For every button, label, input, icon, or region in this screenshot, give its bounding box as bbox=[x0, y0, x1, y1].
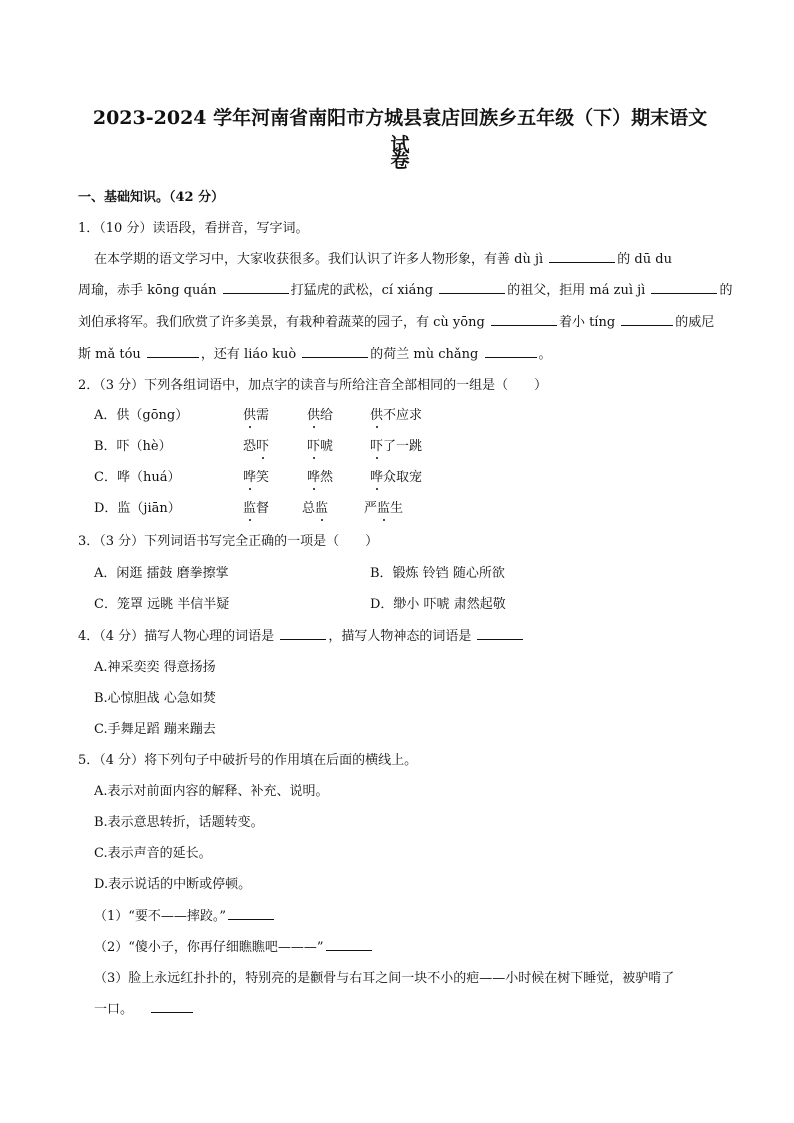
char: 不应求 bbox=[383, 408, 423, 423]
q4-option-a: A.神采奕奕 得意扬扬 bbox=[94, 660, 216, 675]
answer-blank[interactable] bbox=[491, 313, 557, 326]
q2-option-d-word3 bbox=[364, 497, 403, 516]
answer-blank[interactable] bbox=[651, 281, 717, 294]
answer-blank[interactable] bbox=[326, 938, 372, 951]
text: 的威尼 bbox=[675, 315, 715, 330]
dotted-char: 哗 bbox=[370, 470, 384, 485]
q2-option-d-word1 bbox=[243, 497, 269, 516]
char: 生 bbox=[390, 501, 404, 516]
q1-paragraph-line2 bbox=[78, 279, 732, 298]
text: 的 dū du bbox=[617, 252, 672, 267]
char: 需 bbox=[256, 408, 270, 423]
q4-heading bbox=[78, 625, 525, 644]
q5-option-b: B.表示意思转折，话题转变。 bbox=[94, 815, 264, 830]
char: 了一跳 bbox=[383, 439, 423, 454]
q5-sentence-1 bbox=[94, 905, 276, 924]
page-title-line1: 2023-2024 学年河南省南阳市方城县袁店回族乡五年级（下）期末语文试 bbox=[92, 107, 708, 156]
text: 斯 mǎ tóu bbox=[78, 347, 141, 362]
dotted-char: 供 bbox=[370, 408, 384, 423]
answer-blank[interactable] bbox=[549, 250, 615, 263]
q5-heading: 5．（4 分）将下列句子中破折号的作用填在后面的横线上。 bbox=[78, 753, 418, 768]
text: （2）“傻小子，你再仔细瞧瞧吧———” bbox=[94, 940, 324, 955]
q2-option-a-word3 bbox=[370, 404, 422, 423]
q5-sentence-3-line2 bbox=[94, 998, 195, 1017]
dotted-char: 监 bbox=[315, 501, 329, 516]
q2-option-d-label: D．监（jiān） bbox=[94, 501, 181, 516]
answer-blank[interactable] bbox=[485, 345, 537, 358]
q3-option-a: A．闲逛 擂鼓 磨拳擦掌 bbox=[94, 566, 229, 581]
text: 打猛虎的武松，cí xiáng bbox=[290, 283, 434, 298]
text: 刘伯承将军。我们欣赏了许多美景，有栽种着蔬菜的园子，有 cù yōng bbox=[78, 315, 485, 330]
char: 督 bbox=[256, 501, 270, 516]
q5-option-a: A.表示对前面内容的解释、补充、说明。 bbox=[94, 784, 329, 799]
text: 一口。 bbox=[94, 1002, 134, 1017]
text: 的 bbox=[719, 283, 733, 298]
text: 。 bbox=[538, 347, 552, 362]
answer-blank[interactable] bbox=[280, 627, 326, 640]
text: 的荷兰 mù chǎng bbox=[370, 347, 479, 362]
dotted-char: 吓 bbox=[370, 439, 384, 454]
answer-blank[interactable] bbox=[151, 1000, 193, 1013]
text: 周瑜，赤手 kōng quán bbox=[78, 283, 217, 298]
q2-option-c-word3 bbox=[370, 466, 422, 485]
dotted-char: 监 bbox=[243, 501, 257, 516]
q2-option-b-label: B．吓（hè） bbox=[94, 439, 172, 454]
q2-option-b-word2 bbox=[307, 435, 333, 454]
q2-option-c-word1 bbox=[243, 466, 269, 485]
q2-option-c-label: C．哗（huá） bbox=[94, 470, 181, 485]
q2-option-d-word2 bbox=[302, 497, 328, 516]
section-heading: 一、基础知识。（42 分） bbox=[78, 190, 225, 205]
answer-blank[interactable] bbox=[147, 345, 199, 358]
dotted-char: 监 bbox=[377, 501, 391, 516]
char: 唬 bbox=[320, 439, 334, 454]
page-title-line2: 卷 bbox=[390, 150, 410, 172]
dotted-char: 哗 bbox=[243, 470, 257, 485]
answer-blank[interactable] bbox=[223, 281, 289, 294]
dotted-char: 供 bbox=[243, 408, 257, 423]
q1-heading: 1．（10 分）读语段，看拼音，写字词。 bbox=[78, 221, 309, 236]
text: ，还有 liáo kuò bbox=[200, 347, 297, 362]
char: 然 bbox=[320, 470, 334, 485]
q1-paragraph-line1 bbox=[94, 248, 672, 267]
answer-blank[interactable] bbox=[621, 313, 673, 326]
q3-option-c: C．笼罩 远眺 半信半疑 bbox=[94, 597, 230, 612]
q2-option-b-word3 bbox=[370, 435, 422, 454]
q2-option-a-word1 bbox=[243, 404, 269, 423]
char: 严 bbox=[364, 501, 378, 516]
text: 着小 tíng bbox=[558, 315, 616, 330]
answer-blank[interactable] bbox=[302, 345, 368, 358]
char: 众取宠 bbox=[383, 470, 423, 485]
q3-heading: 3．（3 分）下列词语书写完全正确的一项是（ ） bbox=[78, 534, 379, 549]
text: ，描写人物神态的词语是 bbox=[328, 629, 472, 644]
q2-option-a-label: A．供（gōng） bbox=[94, 408, 189, 423]
q5-sentence-2 bbox=[94, 936, 374, 955]
dotted-char: 哗 bbox=[307, 470, 321, 485]
q2-heading: 2．（3 分）下列各组词语中，加点字的读音与所给注音全部相同的一组是（ ） bbox=[78, 378, 548, 393]
answer-blank[interactable] bbox=[439, 281, 505, 294]
text: 4．（4 分）描写人物心理的词语是 bbox=[78, 629, 275, 644]
char: 恐 bbox=[243, 439, 257, 454]
q2-option-c-word2 bbox=[307, 466, 333, 485]
answer-blank[interactable] bbox=[228, 907, 274, 920]
q1-paragraph-line3 bbox=[78, 311, 714, 330]
q1-paragraph-line4 bbox=[78, 343, 552, 362]
q2-option-a-word2 bbox=[307, 404, 333, 423]
q5-option-c: C.表示声音的延长。 bbox=[94, 846, 212, 861]
dotted-char: 吓 bbox=[256, 439, 270, 454]
char: 给 bbox=[320, 408, 334, 423]
char: 总 bbox=[302, 501, 316, 516]
dotted-char: 吓 bbox=[307, 439, 321, 454]
dotted-char: 供 bbox=[307, 408, 321, 423]
q5-option-d: D.表示说话的中断或停顿。 bbox=[94, 877, 252, 892]
q3-option-d: D．缈小 吓唬 肃然起敬 bbox=[370, 597, 506, 612]
q4-option-b: B.心惊胆战 心急如焚 bbox=[94, 691, 216, 706]
q4-option-c: C.手舞足蹈 蹦来蹦去 bbox=[94, 722, 216, 737]
text: （1）“要不——摔跤。” bbox=[94, 909, 227, 924]
answer-blank[interactable] bbox=[477, 627, 523, 640]
char: 笑 bbox=[256, 470, 270, 485]
text: 的祖父，拒用 má zuì jì bbox=[507, 283, 646, 298]
q2-option-b-word1 bbox=[243, 435, 269, 454]
text: 在本学期的语文学习中，大家收获很多。我们认识了许多人物形象，有善 dù jì bbox=[94, 252, 544, 267]
q3-option-b: B．锻炼 铃铛 随心所欲 bbox=[370, 566, 505, 581]
q5-sentence-3-line1: （3）脸上永远红扑扑的，特别亮的是颧骨与右耳之间一块不小的疤——小时候在树下睡觉，被驴啃了 bbox=[94, 971, 675, 986]
